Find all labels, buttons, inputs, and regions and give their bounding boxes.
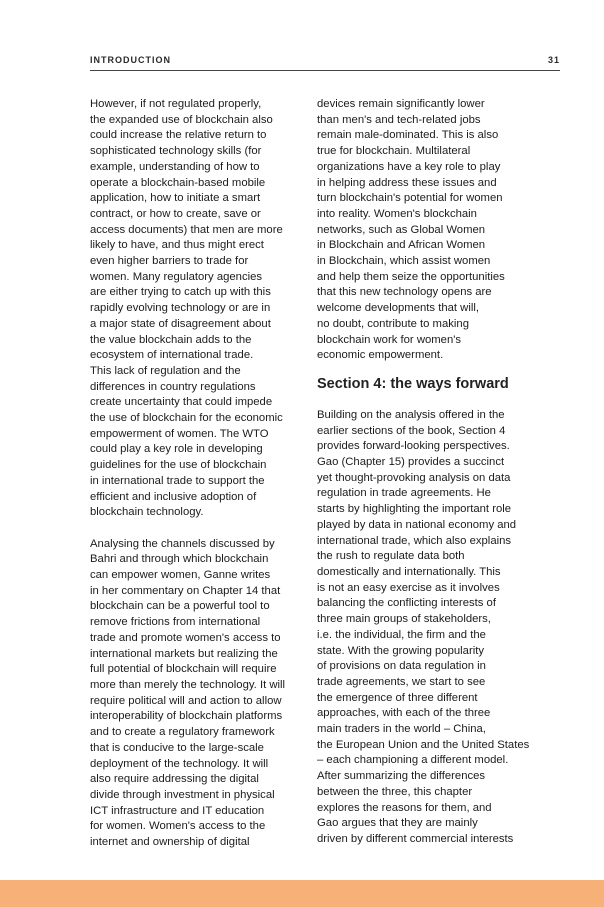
text-line: organizations have a key role to play xyxy=(317,160,501,173)
text-line: three main groups of stakeholders, xyxy=(317,613,491,626)
text-line: i.e. the individual, the firm and the xyxy=(317,628,486,641)
text-line: guidelines for the use of blockchain xyxy=(90,459,267,472)
text-line: Analysing the channels discussed by xyxy=(90,537,275,550)
running-header xyxy=(90,55,560,65)
text-line: rapidly evolving technology or are in xyxy=(90,302,271,315)
text-line: could increase the relative return to xyxy=(90,129,267,142)
text-line: true for blockchain. Multilateral xyxy=(317,145,471,158)
text-line: the use of blockchain for the economic xyxy=(90,412,283,425)
text-line: However, if not regulated properly, xyxy=(90,98,262,110)
text-line: could play a key role in developing xyxy=(90,443,263,456)
section-heading: Section 4: the ways forward xyxy=(317,375,509,392)
text-line: remove frictions from international xyxy=(90,616,261,629)
text-line: into reality. Women's blockchain xyxy=(317,207,477,220)
text-line: efficient and inclusive adoption of xyxy=(90,490,257,503)
text-line: likely to have, and thus might erect xyxy=(90,239,264,252)
text-line: differences in country regulations xyxy=(90,380,256,393)
text-line: deployment of the technology. It will xyxy=(90,757,269,770)
text-line: interoperability of blockchain platforms xyxy=(90,710,283,723)
text-line: the European Union and the United States xyxy=(317,738,530,751)
text-line: in international trade to support the xyxy=(90,474,265,487)
text-line: networks, such as Global Women xyxy=(317,223,486,236)
text-line: more than merely the technology. It will xyxy=(90,679,286,691)
text-line: blockchain technology. xyxy=(90,506,204,519)
text-line: between the three, this chapter xyxy=(317,785,473,798)
text-line: driven by different commercial interests xyxy=(317,832,514,845)
text-line: explores the reasons for them, and xyxy=(317,801,492,814)
text-line: the emergence of three different xyxy=(317,691,478,704)
text-line: also require addressing the digital xyxy=(90,773,259,786)
left-paragraph-2 xyxy=(90,537,315,851)
text-line: the rush to regulate data both xyxy=(317,550,465,563)
text-line: ecosystem of international trade. xyxy=(90,349,254,362)
text-line: – each championing a different model. xyxy=(317,754,509,767)
text-line: main traders in the world – China, xyxy=(317,723,486,736)
text-line: Gao argues that they are mainly xyxy=(317,817,478,830)
right-paragraph-1 xyxy=(317,97,542,364)
text-line: and to create a regulatory framework xyxy=(90,726,275,739)
text-line: trade and promote women's access to xyxy=(90,631,281,644)
text-line: are either trying to catch up with this xyxy=(90,286,271,299)
text-line: the expanded use of blockchain also xyxy=(90,113,273,126)
text-line: contract, or how to create, save or xyxy=(90,207,261,220)
text-line: full potential of blockchain will require xyxy=(90,663,277,676)
text-line: balancing the conflicting interests of xyxy=(317,597,496,610)
text-line: example, understanding of how to xyxy=(90,160,260,173)
text-line: domestically and internationally. This xyxy=(317,565,501,578)
text-line: This lack of regulation and the xyxy=(90,364,241,377)
text-line: that is conducive to the large-scale xyxy=(90,741,264,754)
text-line: remain male-dominated. This is also xyxy=(317,129,499,142)
text-line: Bahri and through which blockchain xyxy=(90,553,269,566)
text-line: international trade, which also explains xyxy=(317,534,512,547)
text-line: no doubt, contribute to making xyxy=(317,317,469,330)
text-line: in Blockchain, which assist women xyxy=(317,255,491,268)
text-line: in her commentary on Chapter 14 that xyxy=(90,584,281,597)
left-paragraph-1 xyxy=(90,97,315,521)
text-line: provides forward-looking perspectives. xyxy=(317,440,510,453)
text-line: blockchain can be a powerful tool to xyxy=(90,600,270,613)
text-line: Gao (Chapter 15) provides a succinct xyxy=(317,456,505,469)
text-line: earlier sections of the book, Section 4 xyxy=(317,424,506,437)
text-line: than men's and tech-related jobs xyxy=(317,113,481,126)
text-line: empowerment of women. The WTO xyxy=(90,427,269,440)
page-number: 31 xyxy=(547,55,560,65)
footer-color-band xyxy=(0,880,604,907)
text-line: ICT infrastructure and IT education xyxy=(90,804,265,817)
text-line: create uncertainty that could impede xyxy=(90,396,273,409)
text-line: trade agreements, we start to see xyxy=(317,675,486,688)
running-head-section: INTRODUCTION xyxy=(90,55,171,65)
text-line: yet thought-provoking analysis on data xyxy=(317,471,511,484)
text-line: internet and ownership of digital xyxy=(90,836,250,849)
text-line: Building on the analysis offered in the xyxy=(317,408,505,421)
text-line: a major state of disagreement about xyxy=(90,317,271,330)
text-line: in Blockchain and African Women xyxy=(317,239,486,252)
text-line: welcome developments that will, xyxy=(317,302,479,315)
text-line: turn blockchain's potential for women xyxy=(317,192,503,205)
text-line: international markets but realizing the xyxy=(90,647,278,660)
text-line: After summarizing the differences xyxy=(317,770,486,783)
text-line: the value blockchain adds to the xyxy=(90,333,252,346)
text-line: in helping address these issues and xyxy=(317,176,497,189)
text-line: women. Many regulatory agencies xyxy=(90,270,263,283)
text-line: and help them seize the opportunities xyxy=(317,270,505,283)
left-column xyxy=(90,97,315,851)
right-paragraph-2 xyxy=(317,408,542,848)
text-line: economic empowerment. xyxy=(317,349,444,362)
header-rule xyxy=(90,70,560,71)
text-line: access documents) that men are more xyxy=(90,223,283,236)
text-line: divide through investment in physical xyxy=(90,788,275,801)
text-line: of provisions on data regulation in xyxy=(317,660,486,673)
text-line: require political will and action to allow xyxy=(90,694,282,707)
text-line: is not an easy exercise as it involves xyxy=(317,581,500,594)
text-line: sophisticated technology skills (for xyxy=(90,145,262,158)
text-line: that this new technology opens are xyxy=(317,286,492,299)
right-column xyxy=(317,97,542,848)
text-line: devices remain significantly lower xyxy=(317,98,485,110)
text-line: regulation in trade agreements. He xyxy=(317,487,491,500)
text-line: approaches, with each of the three xyxy=(317,707,491,720)
text-line: application, how to initiate a smart xyxy=(90,192,261,205)
text-line: can empower women, Ganne writes xyxy=(90,569,271,582)
text-line: operate a blockchain-based mobile xyxy=(90,176,266,189)
text-line: state. With the growing popularity xyxy=(317,644,485,657)
text-line: blockchain work for women's xyxy=(317,333,462,346)
text-line: for women. Women's access to the xyxy=(90,820,266,833)
text-line: played by data in national economy and xyxy=(317,518,517,531)
text-line: even higher barriers to trade for xyxy=(90,255,249,268)
text-line: starts by highlighting the important role xyxy=(317,503,512,516)
